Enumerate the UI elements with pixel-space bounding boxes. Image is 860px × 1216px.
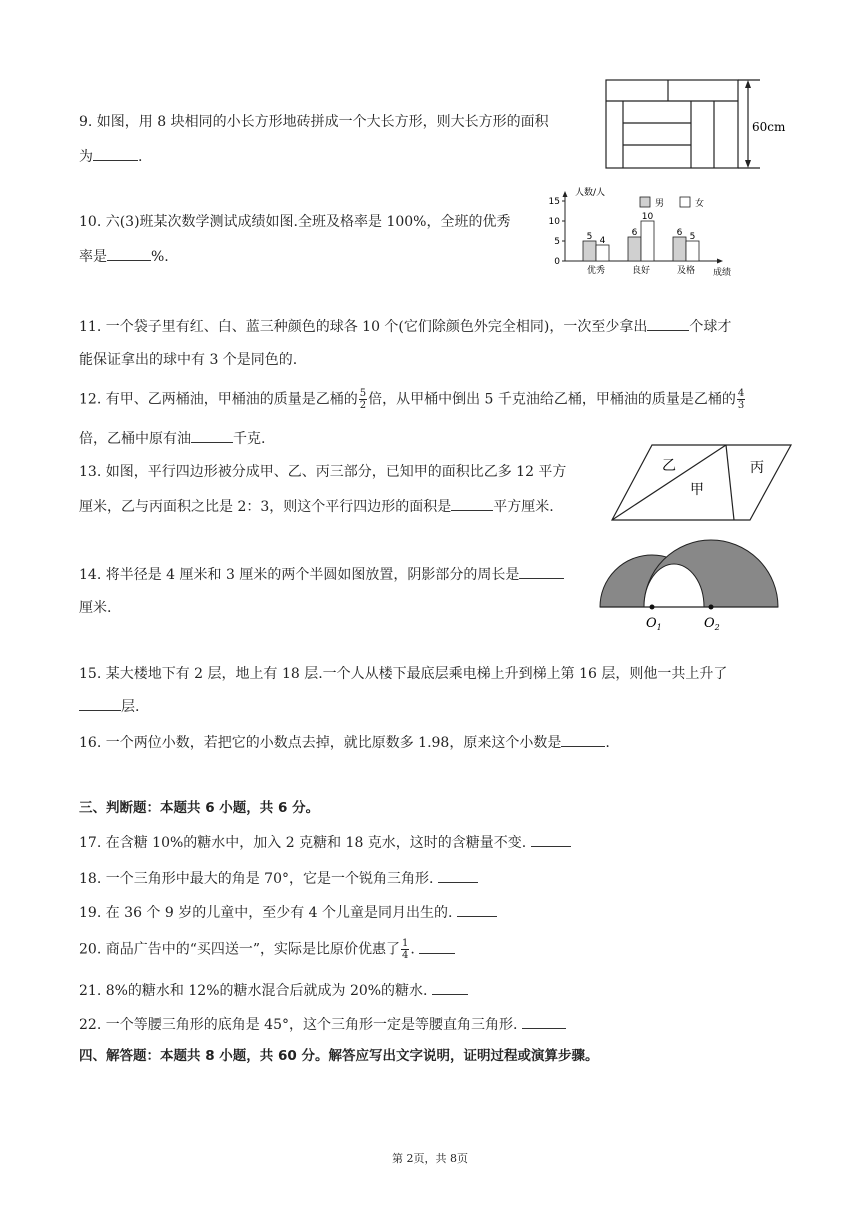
q12-line1: 12. 有甲、乙两桶油，甲桶油的质量是乙桶的 $\frac{5}{2}$ 倍，从甲桶中倒出 5 千克油给乙桶，甲桶油的质量是乙桶的 $\frac{4}{3}$ <box>79 388 745 411</box>
legend-label-male: 男 <box>655 199 665 209</box>
data-label: 5 <box>586 232 593 242</box>
bar <box>628 237 641 261</box>
point-label-o2: $O_2$ <box>704 616 720 632</box>
region-label-yi: 乙 <box>662 458 676 474</box>
answer-blank[interactable] <box>531 832 571 847</box>
answer-blank[interactable] <box>432 980 468 995</box>
answer-blank[interactable] <box>457 902 497 917</box>
q16-line1: 16. 一个两位小数，若把它的小数点去掉，就比原数多 1.98，原来这个小数是 . <box>79 732 610 753</box>
data-label: 10 <box>641 212 654 222</box>
region-label-bing: 丙 <box>750 460 764 476</box>
q15-line1: 15. 某大楼地下有 2 层，地上有 18 层.一个人从楼下最底层乘电梯上升到梯上第 16 层，则他一共上升了 <box>79 666 728 682</box>
answer-blank[interactable] <box>451 496 493 511</box>
q15-line2: 层. <box>79 696 139 717</box>
legend-swatch-female <box>680 197 690 207</box>
x-tick-label: 优秀 <box>586 266 606 276</box>
q10-line2: 率是 %. <box>79 246 169 267</box>
q21-line: 21. 8%的糖水和 12%的糖水混合后就成为 20%的糖水. <box>79 980 468 1001</box>
q12-line2: 倍，乙桶中原有油 千克. <box>79 428 265 449</box>
x-axis-label: 成绩 <box>713 268 732 278</box>
parallelogram-figure <box>610 442 800 524</box>
q9-line2: 为 . <box>79 146 142 167</box>
q14-line1: 14. 将半径是 4 厘米和 3 厘米的两个半圆如图放置，阴影部分的周长是 <box>79 564 564 585</box>
y-axis-label: 人数/人 <box>575 188 606 198</box>
legend-swatch-male <box>640 197 650 207</box>
y-tick-label: 0 <box>554 257 560 267</box>
q20-line: 20. 商品广告中的“买四送一”，实际是比原价优惠了 $\frac{1}{4}$ . <box>79 938 455 961</box>
fraction: $\frac{1}{4}$ <box>402 938 409 961</box>
q11-line1: 11. 一个袋子里有红、白、蓝三种颜色的球各 10 个(它们除颜色外完全相同)，一次至少拿出 个球才 <box>79 316 731 337</box>
q18-line: 18. 一个三角形中最大的角是 70°，它是一个锐角三角形. <box>79 868 478 889</box>
q11-line2: 能保证拿出的球中有 3 个是同色的. <box>79 352 298 368</box>
answer-blank[interactable] <box>561 732 605 747</box>
y-tick-label: 15 <box>548 197 560 207</box>
answer-blank[interactable] <box>522 1014 566 1029</box>
bar <box>641 221 654 261</box>
legend-label-female: 女 <box>695 199 705 209</box>
answer-blank[interactable] <box>93 146 138 161</box>
q13-line2: 厘米，乙与丙面积之比是 2：3，则这个平行四边形的面积是 平方厘米. <box>79 496 554 517</box>
q14-line2: 厘米. <box>79 600 112 616</box>
bar <box>673 237 686 261</box>
q17-line: 17. 在含糖 10%的糖水中，加入 2 克糖和 18 克水，这时的含糖量不变. <box>79 832 571 853</box>
tile-rectangle-figure <box>600 76 795 176</box>
y-tick-label: 5 <box>554 237 560 247</box>
q10-line1: 10. 六(3)班某次数学测试成绩如图.全班及格率是 100%，全班的优秀 <box>79 214 511 230</box>
fraction: $\frac{5}{2}$ <box>359 388 367 411</box>
page-footer: 第 2页，共 8页 <box>392 1152 468 1165</box>
q22-line: 22. 一个等腰三角形的底角是 45°，这个三角形一定是等腰直角三角形. <box>79 1014 566 1035</box>
x-tick-label: 及格 <box>676 266 696 276</box>
answer-blank[interactable] <box>519 564 564 579</box>
answer-blank[interactable] <box>438 868 478 883</box>
q13-line1: 13. 如图，平行四边形被分成甲、乙、丙三部分，已知甲的面积比乙多 12 平方 <box>79 464 567 480</box>
q19-line: 19. 在 36 个 9 岁的儿童中，至少有 4 个儿童是同月出生的. <box>79 902 497 923</box>
region-label-jia: 甲 <box>690 482 704 498</box>
q9-line1: 9. 如图，用 8 块相同的小长方形地砖拼成一个大长方形，则大长方形的面积 <box>79 114 549 130</box>
answer-blank[interactable] <box>647 316 689 331</box>
data-label: 6 <box>631 228 638 238</box>
y-tick-label: 10 <box>548 217 560 227</box>
answer-blank[interactable] <box>79 696 121 711</box>
data-label: 4 <box>599 236 606 246</box>
score-bar-chart <box>545 183 775 278</box>
x-tick-label: 良好 <box>631 266 651 276</box>
data-label: 6 <box>676 228 683 238</box>
data-label: 5 <box>689 232 696 242</box>
bar <box>596 245 609 261</box>
section-heading: 四、解答题：本题共 8 小题，共 60 分。解答应写出文字说明，证明过程或演算步骤。 <box>79 1048 599 1064</box>
bar <box>583 241 596 261</box>
answer-blank[interactable] <box>191 428 233 443</box>
semicircles-figure <box>596 535 786 635</box>
dimension-label: 60cm <box>752 120 786 134</box>
section-heading: 三、判断题：本题共 6 小题，共 6 分。 <box>79 800 320 816</box>
answer-blank[interactable] <box>107 246 151 261</box>
answer-blank[interactable] <box>419 939 455 954</box>
fraction: $\frac{4}{3}$ <box>737 388 745 411</box>
bar <box>686 241 699 261</box>
point-label-o1: $O_1$ <box>646 616 662 632</box>
